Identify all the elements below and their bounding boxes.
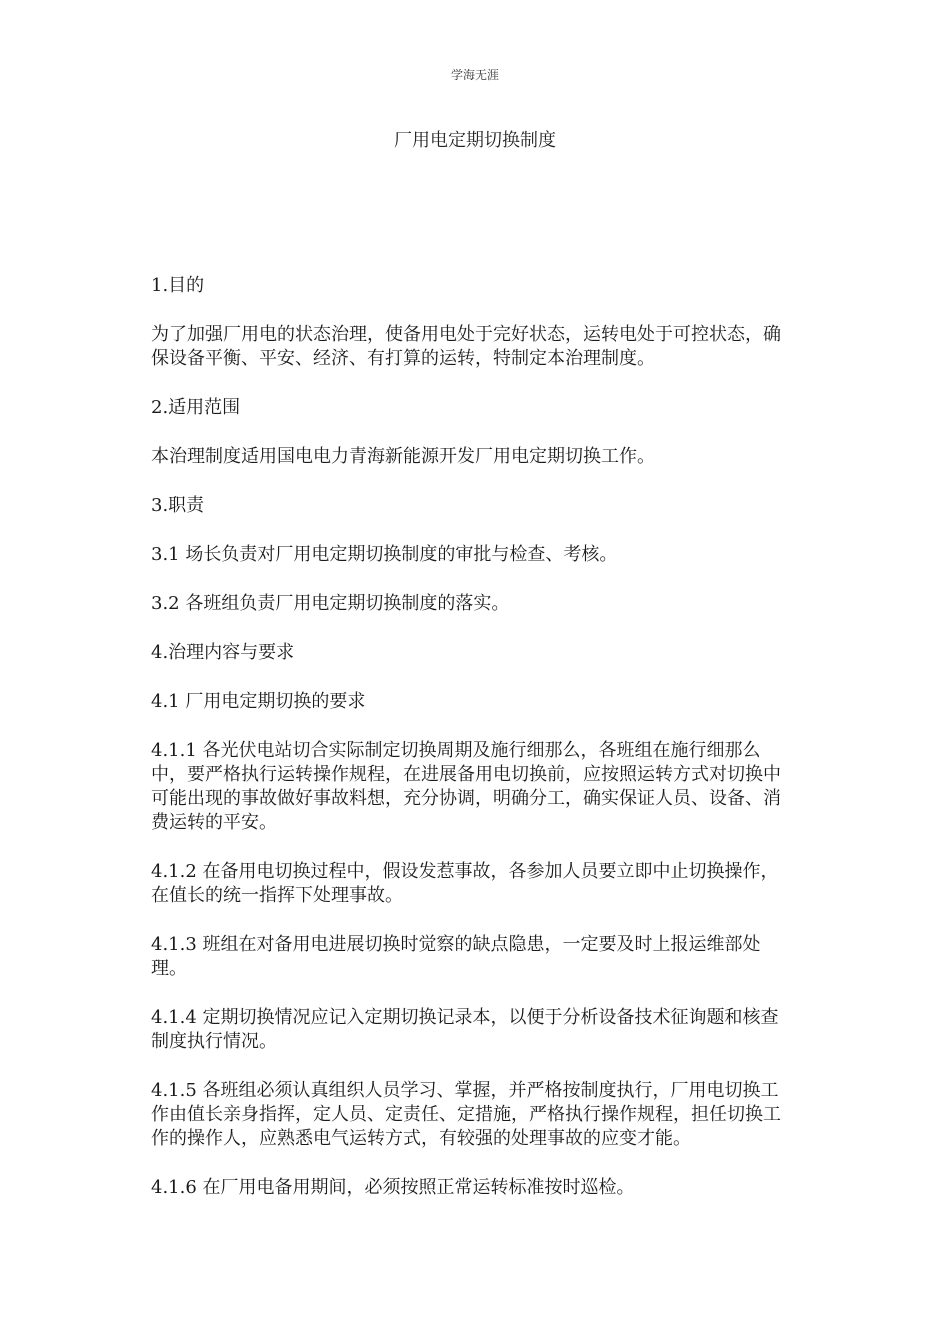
paragraph-duty-3-2: 3.2 各班组负责厂用电定期切换制度的落实。 xyxy=(151,593,510,614)
subsection-heading-4-1: 4.1 厂用电定期切换的要求 xyxy=(151,691,366,712)
document-title: 厂用电定期切换制度 xyxy=(394,130,556,151)
paragraph-4-1-6: 4.1.6 在厂用电备用期间，必须按照正常运转标准按时巡检。 xyxy=(151,1177,635,1198)
paragraph-4-1-2: 4.1.2 在备用电切换过程中，假设发惹事故，各参加人员要立即中止切换操作，在值长的统一指挥下处理事故。 xyxy=(151,861,779,906)
section-heading-duties: 3.职责 xyxy=(151,495,205,516)
section-heading-purpose: 1.目的 xyxy=(151,275,205,296)
page-header: 学海无涯 xyxy=(450,68,499,82)
paragraph-4-1-1: 4.1.1 各光伏电站切合实际制定切换周期及施行细那么，各班组在施行细那么中，要严格执行运转操作规程，在进展备用电切换前，应按照运转方式对切换中可能出现的事故做好事故料想，充分协调，明确分工，确实保证人员、设备、消费运转的平安。 xyxy=(151,740,781,833)
paragraph-4-1-5: 4.1.5 各班组必须认真组织人员学习、掌握，并严格按制度执行，厂用电切换工作由值长亲身指挥，定人员、定责任、定措施，严格执行操作规程，担任切换工作的操作人，应熟悉电气运转方式，有较强的处理事故的应变才能。 xyxy=(151,1080,781,1149)
section-heading-content: 4.治理内容与要求 xyxy=(151,642,295,663)
paragraph-scope: 本治理制度适用国电电力青海新能源开发厂用电定期切换工作。 xyxy=(151,446,655,467)
section-heading-scope: 2.适用范围 xyxy=(151,397,241,418)
paragraph-4-1-4: 4.1.4 定期切换情况应记入定期切换记录本，以便于分析设备技术征询题和核查制度执行情况。 xyxy=(151,1007,779,1052)
paragraph-4-1-3: 4.1.3 班组在对备用电进展切换时觉察的缺点隐患，一定要及时上报运维部处理。 xyxy=(151,934,761,979)
paragraph-duty-3-1: 3.1 场长负责对厂用电定期切换制度的审批与检查、考核。 xyxy=(151,544,618,565)
paragraph-purpose: 为了加强厂用电的状态治理，使备用电处于完好状态，运转电处于可控状态，确保设备平衡、平安、经济、有打算的运转，特制定本治理制度。 xyxy=(151,324,781,369)
document-body xyxy=(151,274,791,1225)
